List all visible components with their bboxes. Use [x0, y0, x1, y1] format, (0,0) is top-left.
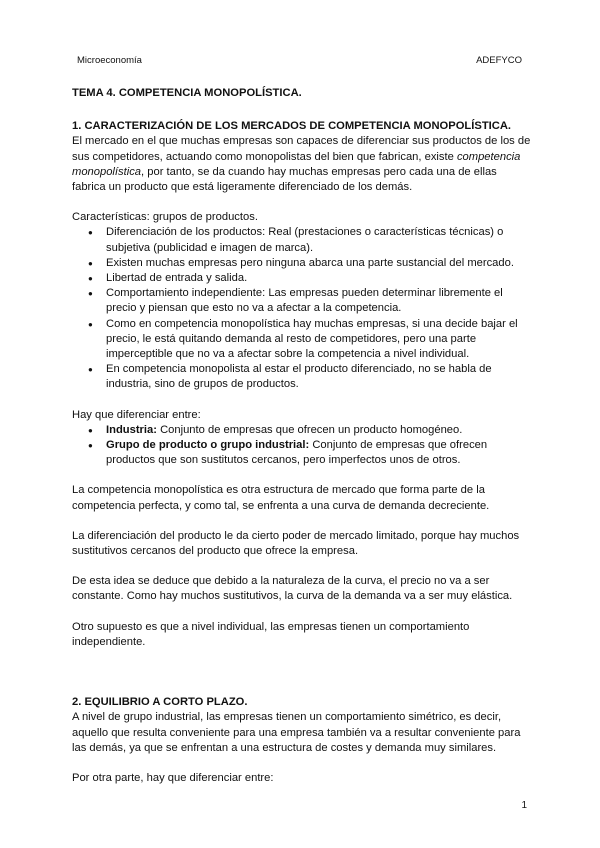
term-grupo: Grupo de producto o grupo industrial: — [106, 439, 310, 452]
intro-text-b: , por tanto, se da cuando hay muchas empresas pero cada una de ellas fabrica un producto que está ligeramente diferenciado de los demás. — [72, 165, 497, 194]
list-item: ● Como en competencia monopolística hay muchas empresas, si una decide bajar el precio, le está quitando demanda al resto de competidores, pero una parte imperceptible que no va a afectar sobre la competencia a nivel individual. — [72, 317, 532, 363]
list-item: ● En competencia monopolista al estar el producto diferenciado, no se habla de industria, sino de grupos de productos. — [72, 362, 532, 392]
paragraph: Otro supuesto es que a nivel individual, las empresas tienen un comportamiento independiente. — [72, 620, 470, 648]
list-item: ● Libertad de entrada y salida. — [72, 271, 532, 286]
list-item — [72, 438, 532, 468]
list-item: ● Diferenciación de los productos: Real (prestaciones o características técnicas) o subjetiva (publicidad e imagen de marca). — [72, 225, 532, 255]
features-title: Características: grupos de productos. — [72, 211, 258, 224]
paragraph: La competencia monopolística es otra estructura de mercado que forma parte de la competencia perfecta, y como tal, se enfrenta a una curva de demanda decreciente. — [72, 484, 490, 512]
page-title: TEMA 4. COMPETENCIA MONOPOLÍSTICA. — [72, 87, 302, 99]
intro-emphasis: competencia monopolística — [72, 150, 521, 178]
paragraph: Por otra parte, hay que diferenciar entre: — [72, 771, 274, 784]
page-number: 1 — [521, 800, 527, 811]
diff-list — [72, 423, 532, 469]
list-item: ● Existen muchas empresas pero ninguna abarca una parte sustancial del mercado. — [72, 256, 532, 271]
term-definition: Conjunto de empresas que ofrecen productos que son sustitutos cercanos, pero imperfectos unos de otros. — [106, 439, 488, 467]
paragraph: De esta idea se deduce que debido a la naturaleza de la curva, el precio no va a ser constante. Como hay muchos sustitutivos, la curva de la demanda va a ser muy elástica. — [72, 575, 513, 603]
list-item: ● Comportamiento independiente: Las empresas pueden determinar libremente el precio y piensan que esto no va a afectar a la competencia. — [72, 286, 532, 316]
intro-text-a: El mercado en el que muchas empresas son capaces de diferenciar sus productos de los de sus competidores, actuando como monopolistas del bien que fabrican, existe — [72, 135, 531, 163]
paragraph: La diferenciación del producto le da cierto poder de mercado limitado, porque hay muchos sustitutivos cercanos del producto que ofrece la empresa. — [72, 529, 520, 558]
section-1-intro — [72, 134, 532, 195]
diff-title: Hay que diferenciar entre: — [72, 408, 201, 421]
header-course: ADEFYCO — [476, 55, 522, 66]
document-body — [72, 86, 532, 786]
section-2-heading: 2. EQUILIBRIO A CORTO PLAZO. — [72, 696, 248, 709]
paragraph: A nivel de grupo industrial, las empresas tienen un comportamiento simétrico, es decir, aquello que resulta conveniente para una empresa también va a resultar conveniente para las demás, ya que se enfrentan a una estructura de costes y demanda muy similares. — [72, 711, 521, 754]
header-subject: Microeconomía — [77, 55, 142, 66]
section-1-heading: 1. CARACTERIZACIÓN DE LOS MERCADOS DE COMPETENCIA MONOPOLÍSTICA. — [72, 120, 512, 133]
term-definition: Conjunto de empresas que ofrecen un producto homogéneo. — [156, 423, 463, 436]
list-item — [72, 423, 532, 438]
term-industria: Industria: — [106, 423, 157, 436]
features-list — [72, 225, 532, 392]
